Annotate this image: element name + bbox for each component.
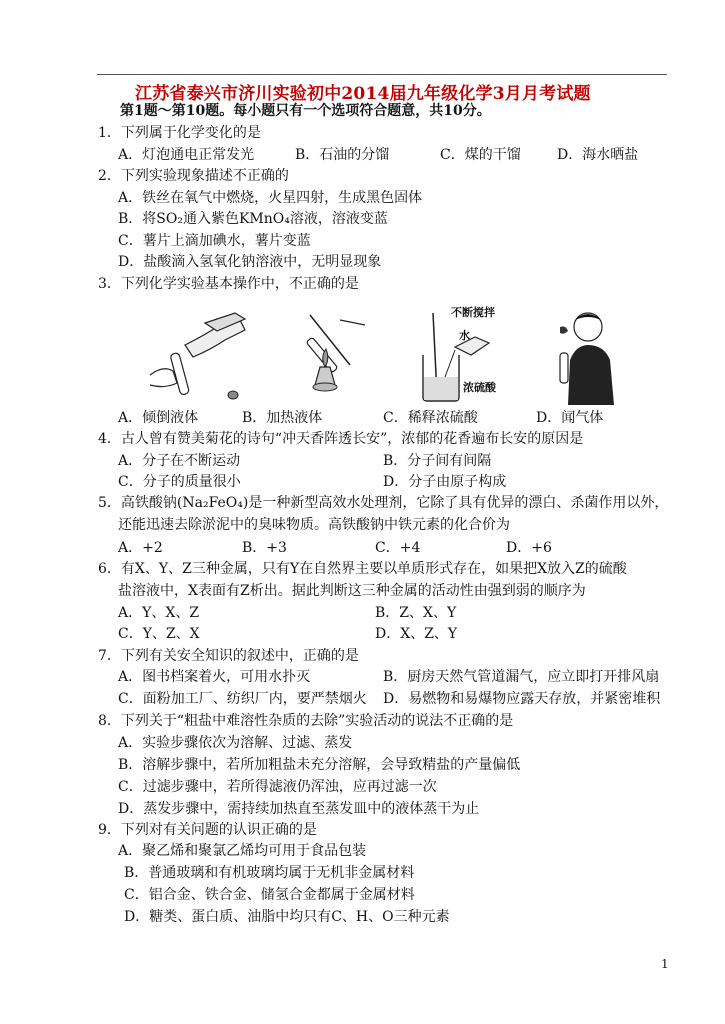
q5-option-d: D．+6 [506,540,552,556]
q9-stem: 9．下列对有关问题的认识正确的是 [98,822,317,838]
document-title: 江苏省泰兴市济川实验初中2014届九年级化学3月月考试题 [135,84,591,104]
q3-stem: 3．下列化学实验基本操作中，不正确的是 [98,276,359,292]
q9-option-a: A．聚乙烯和聚氯乙烯均可用于食品包装 [118,843,367,859]
q2-option-c: C．薯片上滴加碘水，薯片变蓝 [118,233,311,249]
q5-option-b: B．+3 [242,540,287,556]
q4-option-b: B．分子间有间隔 [383,453,492,469]
q4-option-d: D．分子由原子构成 [383,474,507,490]
q1-option-a: A．灯泡通电正常发光 [118,147,255,163]
section-instruction: 第1题～第10题。每小题只有一个选项符合题意，共10分。 [120,103,491,119]
q6-stem-line2: 盐溶液中，X表面有Z析出。据此判断这三种金属的活动性由强到弱的顺序为 [118,583,586,599]
q3-option-a: A．倾倒液体 [118,410,199,426]
q8-option-a: A．实验步骤依次为溶解、过滤、蒸发 [118,735,353,751]
header-rule [97,74,667,75]
q5-option-a: A．+2 [118,540,163,556]
q8-stem: 8．下列关于“粗盐中难溶性杂质的去除”实验活动的说法不正确的是 [98,713,514,729]
q6-option-c: C．Y、Z、X [118,626,200,642]
q1-option-c: C．煤的干馏 [440,147,521,163]
q1-option-d: D．海水晒盐 [557,147,639,163]
q7-option-a: A．图书档案着火，可用水扑灭 [118,669,311,685]
q4-stem: 4．古人曾有赞美菊花的诗句“冲天香阵透长安”，浓郁的花香遍布长安的原因是 [98,431,584,447]
q7-option-d: D．易燃物和易爆物应露天存放，并紧密堆积 [383,691,661,707]
q3-option-b: B．加热液体 [242,410,323,426]
q6-stem-line1: 6．有X、Y、Z三种金属，只有Y在自然界主要以单质形式存在，如果把X放入Z的硫酸 [98,561,627,577]
q2-option-d: D．盐酸滴入氢氧化钠溶液中，无明显现象 [118,254,382,270]
q2-option-a: A．铁丝在氧气中燃烧，火星四射，生成黑色固体 [118,190,423,206]
q3-option-d: D．闻气体 [536,410,604,426]
q9-option-d: D．糖类、蛋白质、油脂中均只有C、H、O三种元素 [124,909,450,925]
q6-option-b: B．Z、X、Y [375,605,457,621]
q9-option-b: B．普通玻璃和有机玻璃均属于无机非金属材料 [124,865,415,881]
figure-diluting-acid [415,305,515,405]
q1-option-b: B．石油的分馏 [295,147,390,163]
q8-option-c: C．过滤步骤中，若所得滤液仍浑浊，应再过滤一次 [118,779,437,795]
q9-option-c: C．铝合金、铁合金、储氢合金都属于金属材料 [124,887,415,903]
q1-stem: 1．下列属于化学变化的是 [98,125,261,141]
q6-option-a: A．Y、X、Z [118,605,200,621]
q4-option-a: A．分子在不断运动 [118,453,241,469]
figure-pouring-liquid [145,305,260,405]
q5-option-c: C．+4 [375,540,421,556]
q5-stem-line2: 还能迅速去除淤泥中的臭味物质。高铁酸钠中铁元素的化合价为 [118,517,510,533]
q5-stem-line1: 5．高铁酸钠(Na₂FeO₄)是一种新型高效水处理剂，它除了具有优异的漂白、杀菌作用以外， [98,495,669,511]
q7-stem: 7．下列有关安全知识的叙述中，正确的是 [98,648,359,664]
q7-option-c: C．面粉加工厂、纺织厂内，要严禁烟火 [118,691,367,707]
q8-option-b: B．溶解步骤中，若所加粗盐未充分溶解，会导致精盐的产量偏低 [118,757,521,773]
q2-option-b: B．将SO₂通入紫色KMnO₄溶液，溶液变蓝 [118,211,388,227]
q2-stem: 2．下列实验现象描述不正确的 [98,168,289,184]
figure-heating-liquid [290,305,380,405]
label-water: 水 [459,329,470,342]
q6-option-d: D．X、Z、Y [375,626,458,642]
label-stir: 不断搅拌 [451,306,495,319]
page-number: 1 [661,957,669,971]
q7-option-b: B．厨房天然气管道漏气，应立即打开排风扇 [383,669,660,685]
label-acid: 浓硫酸 [463,381,496,394]
figure-smelling-gas [552,305,622,405]
q4-option-c: C．分子的质量很小 [118,474,241,490]
q8-option-d: D．蒸发步骤中，需持续加热直至蒸发皿中的液体蒸干为止 [118,801,480,817]
q3-option-c: C．稀释浓硫酸 [383,410,478,426]
